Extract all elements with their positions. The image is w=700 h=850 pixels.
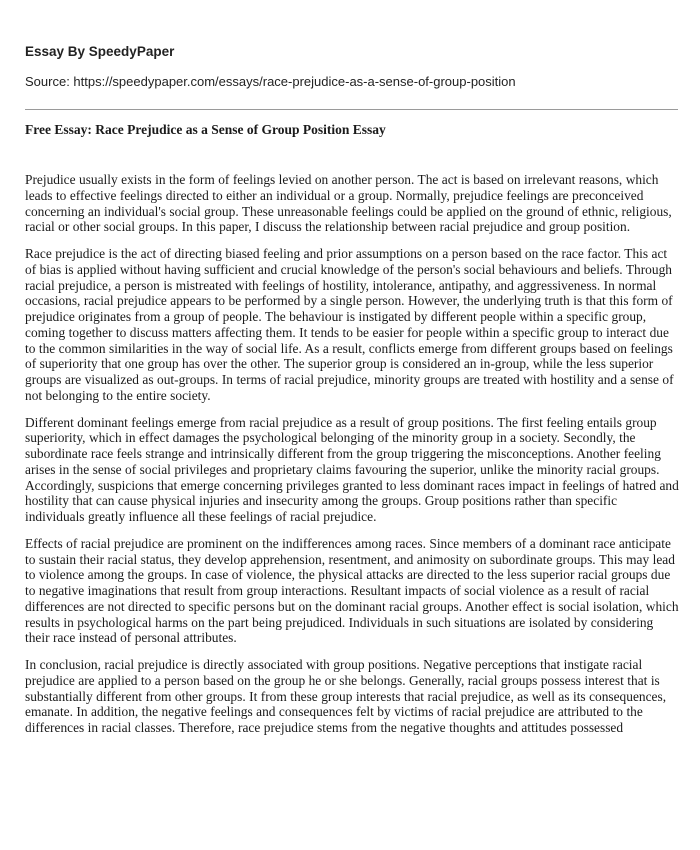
essay-paragraph: Effects of racial prejudice are prominent on the indifferences among races. Since members of a dominant race anticipate to sustain their racial status, they develop apprehension, resentment, and animosity on subordinate groups. This may lead to violence among the groups. In case of violence, the physical attacks are directed to the less superior racial groups due to negative imaginations that result from group interactions. Resultant impacts of social violence as a result of racial differences are not directed to specific persons but on the dominant racial groups. Another effect is social isolation, which results in psychological harms on the part being prejudiced. Individuals in such situations are isolated by considering their race instead of personal attributes. bbox=[25, 535, 679, 646]
header-divider bbox=[25, 109, 678, 110]
site-title: Essay By SpeedyPaper bbox=[25, 44, 175, 59]
source-url: Source: https://speedypaper.com/essays/race-prejudice-as-a-sense-of-group-position bbox=[25, 74, 516, 89]
essay-paragraph: Different dominant feelings emerge from racial prejudice as a result of group positions. The first feeling entails group superiority, which in effect damages the psychological belonging of the minority group in a society. Secondly, the subordinate race feels strange and intrinsically different from the group triggering the misconceptions. Another feeling arises in the sense of social privileges and proprietary claims favouring the superior, unlike the minority racial groups. Accordingly, suspicions that emerge concerning privileges granted to less dominant races impact in feelings of hatred and hostility that can cause physical injuries and insecurity among the groups. Group positions rather than specific individuals greatly influence all these feelings of racial prejudice. bbox=[25, 414, 679, 524]
essay-paragraph: In conclusion, racial prejudice is directly associated with group positions. Negative perceptions that instigate racial prejudice are applied to a person based on the group he or she belongs. Generally, racial groups possess interest that is substantially different from other groups. It from these group interests that racial prejudice, as well as its consequences, emanate. In addition, the negative feelings and consequences felt by victims of racial prejudice are attributed to the differences in racial classes. Therefore, race prejudice stems from the negative thoughts and attitudes possessed bbox=[25, 657, 667, 735]
essay-paragraph: Race prejudice is the act of directing biased feeling and prior assumptions on a person based on the race factor. This act of bias is applied without having sufficient and crucial knowledge of the person's social behaviours and beliefs. Through racial prejudice, a person is mistreated with feelings of hostility, intolerance, antipathy, and aggressiveness. In normal occasions, racial prejudice appears to be performed by a single person. However, the underlying truth is that this form of prejudice originates from a group of people. The behaviour is instigated by different people within a specific group, coming together to discuss matters affecting them. It tends to be easier for people within a specific group to interact due to the common similarities in the way of social life. As a result, conflicts emerge from different groups based on feelings of superiority that one group has over the other. The superior group is considered an in-group, while the less superior groups are visualized as out-groups. In terms of racial prejudice, minority groups are treated with hostility and a sense of not belonging to the entire society. bbox=[25, 246, 674, 403]
essay-paragraph: Prejudice usually exists in the form of feelings levied on another person. The act is based on irrelevant reasons, which leads to effective feelings directed to either an individual or a group. Normally, prejudice feelings are preconceived concerning an individual's social group. These unreasonable feelings could be applied on the ground of ethnic, religious, racial or other social groups. In this paper, I discuss the relationship between racial prejudice and group position. bbox=[25, 172, 672, 235]
essay-body bbox=[25, 172, 679, 747]
essay-title: Free Essay: Race Prejudice as a Sense of Group Position Essay bbox=[25, 122, 386, 137]
